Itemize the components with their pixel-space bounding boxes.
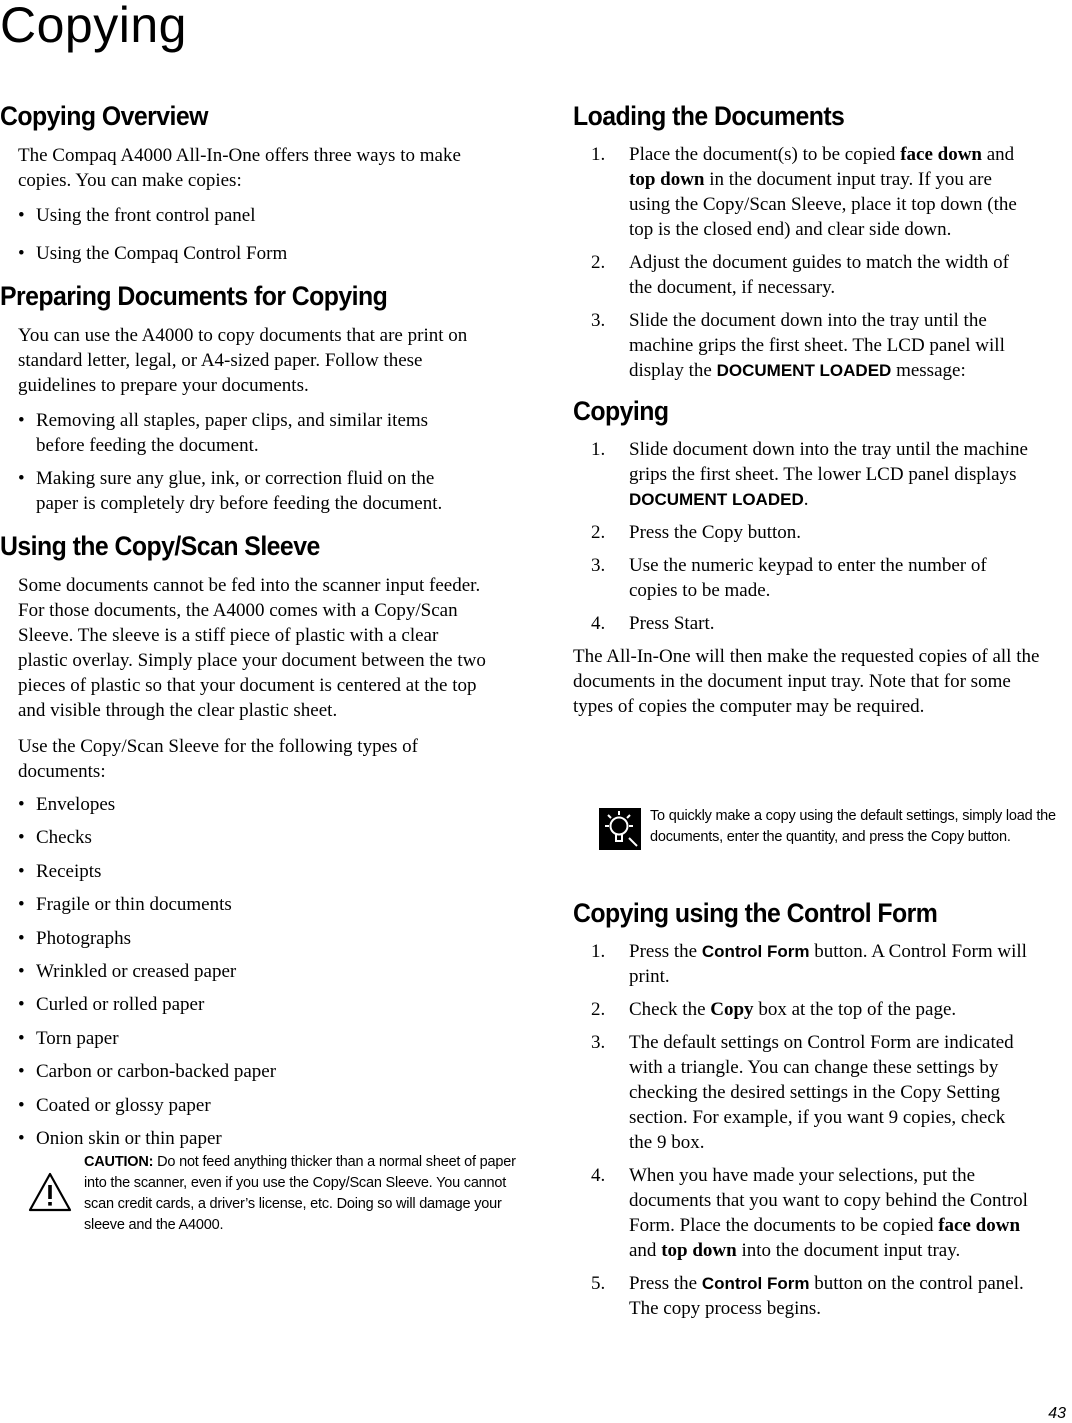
caution-text <box>84 1152 520 1236</box>
section-heading: Copying using the Control Form <box>573 898 938 928</box>
list-item: • Curled or rolled paper <box>18 992 520 1017</box>
left-column <box>0 96 520 1151</box>
bullet-list <box>0 203 520 266</box>
section-heading: Using the Copy/Scan Sleeve <box>0 531 320 561</box>
list-item: 2. Press the Copy button. <box>591 522 802 543</box>
lightbulb-tip-icon <box>599 808 641 850</box>
lcd-message: DOCUMENT LOADED <box>629 490 804 509</box>
step-number: 2. <box>591 522 606 543</box>
numbered-list <box>573 939 1031 1321</box>
section-heading: Preparing Documents for Copying <box>0 281 388 311</box>
step-number: 3. <box>591 310 606 331</box>
section-copying <box>573 396 1072 719</box>
section-control-form <box>573 898 1072 1321</box>
list-item: • Coated or glossy paper <box>18 1093 520 1118</box>
button-name: Control Form <box>701 1274 810 1293</box>
numbered-list <box>573 142 1031 383</box>
list-item: 4. Press Start. <box>591 613 715 634</box>
caution-body: Do not feed anything thicker than a normal sheet of paper into the scanner, even if you use the Copy/Scan Sleeve. You cannot scan credit cards, a driver’s license, etc. Doing so will damage your sleeve and the A4000. <box>84 1154 516 1233</box>
list-item: 3. Use the numeric keypad to enter the number of copies to be made. <box>591 555 987 601</box>
section-copying-overview <box>0 101 520 266</box>
list-item: • Checks <box>18 825 520 850</box>
page-number: 43 <box>1048 1405 1066 1422</box>
list-item: • Removing all staples, paper clips, and similar items before feeding the document. <box>18 408 458 458</box>
step-number: 1. <box>591 439 606 460</box>
list-item: • Fragile or thin documents <box>18 892 520 917</box>
list-item: • Receipts <box>18 859 520 884</box>
bullet-list <box>0 408 458 516</box>
list-item: 1. Press the Control Form button. A Control Form will print. <box>591 941 1027 987</box>
list-item: 1. Place the document(s) to be copied face down and top down in the document input tray. If you are using the Copy/Scan Sleeve, place it top down (the top is the closed end) and clear side down. <box>591 144 1017 240</box>
list-item: • Using the front control panel <box>18 203 520 228</box>
list-item: 3. Slide the document down into the tray until the machine grips the first sheet. The LCD panel will display the DOCUMENT LOADED message: <box>591 310 1005 381</box>
paragraph: You can use the A4000 to copy documents that are print on standard letter, legal, or A4-sized paper. Follow these guidelines to prepare your documents. <box>18 325 468 396</box>
list-item: 5. Press the Control Form button on the control panel. The copy process begins. <box>591 1273 1024 1319</box>
paragraph: The All-In-One will then make the requested copies of all the documents in the document input tray. Note that for some types of copies the computer may be required. <box>573 646 1040 717</box>
step-number: 1. <box>591 941 606 962</box>
step-number: 2. <box>591 252 606 273</box>
button-name: Control Form <box>701 942 810 961</box>
list-item: 4. When you have made your selections, put the documents that you want to copy behind the Control Form. Place the documents to be copied face down and top down into the document input tray. <box>591 1165 1028 1261</box>
warning-triangle-icon <box>28 1172 72 1212</box>
section-heading: Copying <box>573 396 669 426</box>
numbered-list <box>573 437 1031 636</box>
list-item: • Envelopes <box>18 792 520 817</box>
list-item: • Wrinkled or creased paper <box>18 959 520 984</box>
document-types-list <box>0 792 520 1151</box>
tip-text: To quickly make a copy using the default settings, simply load the documents, enter the quantity, and press the Copy button. <box>650 808 1056 845</box>
list-item: 1. Slide document down into the tray until the machine grips the first sheet. The lower LCD panel displays DOCUMENT LOADED. <box>591 439 1028 510</box>
section-preparing-documents <box>0 281 520 516</box>
step-number: 3. <box>591 555 606 576</box>
step-number: 3. <box>591 1032 606 1053</box>
list-item: • Carbon or carbon-backed paper <box>18 1059 520 1084</box>
section-loading-documents <box>573 101 1072 383</box>
step-number: 2. <box>591 999 606 1020</box>
caution-label: CAUTION: <box>84 1154 154 1170</box>
section-heading: Copying Overview <box>0 101 208 131</box>
list-item: • Torn paper <box>18 1026 520 1051</box>
list-item: • Photographs <box>18 926 520 951</box>
list-item: • Using the Compaq Control Form <box>18 241 520 266</box>
section-copy-scan-sleeve <box>0 531 520 1151</box>
page-title: Copying <box>0 0 187 53</box>
paragraph: Some documents cannot be fed into the scanner input feeder. For those documents, the A4000 comes with a Copy/Scan Sleeve. The sleeve is a stiff piece of plastic with a clear plastic overlay. Simply place your document between the two pieces of plastic so that your document is centered at the top and visible through the clear plastic sheet. <box>18 575 486 721</box>
section-heading: Loading the Documents <box>573 101 845 131</box>
list-item: 2. Check the Copy box at the top of the page. <box>591 999 957 1020</box>
paragraph: Use the Copy/Scan Sleeve for the following types of documents: <box>18 736 418 782</box>
step-number: 4. <box>591 1165 606 1186</box>
list-item: • Making sure any glue, ink, or correction fluid on the paper is completely dry before feeding the document. <box>18 466 458 516</box>
lcd-message: DOCUMENT LOADED <box>716 361 892 380</box>
list-item: • Onion skin or thin paper <box>18 1126 520 1151</box>
paragraph: The Compaq A4000 All-In-One offers three ways to make copies. You can make copies: <box>18 145 461 191</box>
step-number: 1. <box>591 144 606 165</box>
step-number: 4. <box>591 613 606 634</box>
step-number: 5. <box>591 1273 606 1294</box>
list-item: 2. Adjust the document guides to match the width of the document, if necessary. <box>591 252 1009 298</box>
list-item: 3. The default settings on Control Form are indicated with a triangle. You can change these settings by checking the desired settings in the Copy Setting section. For example, if you want 9 copies, check the 9 box. <box>591 1032 1014 1153</box>
right-column <box>573 96 1072 1319</box>
